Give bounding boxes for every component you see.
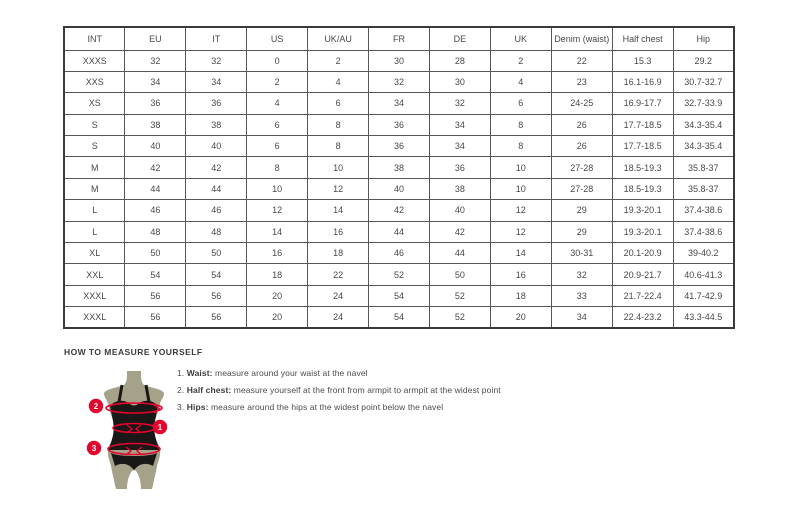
step-description: measure yourself at the front from armpit to armpit at the widest point [233, 385, 501, 396]
column-header: Hip [673, 27, 734, 50]
table-row [64, 243, 734, 264]
step-label: Hips: [186, 402, 209, 413]
table-cell: 27-28 [551, 157, 612, 178]
table-cell: 40.6-41.3 [673, 264, 734, 285]
table-cell: 16 [490, 264, 551, 285]
table-cell: XXXL [64, 307, 125, 328]
table-cell: 35.8-37 [673, 178, 734, 199]
table-cell: 2 [308, 50, 369, 71]
step-number: 3. [177, 402, 185, 413]
table-cell: 4 [490, 71, 551, 92]
table-cell: 36 [125, 93, 186, 114]
table-cell: 35.8-37 [673, 157, 734, 178]
table-cell: 46 [186, 200, 247, 221]
table-cell: 32 [186, 50, 247, 71]
table-cell: 44 [429, 243, 490, 264]
table-cell: 52 [429, 285, 490, 306]
table-cell: 23 [551, 71, 612, 92]
table-row [64, 264, 734, 285]
table-cell: 21.7-22.4 [612, 285, 673, 306]
table-cell: 15.3 [612, 50, 673, 71]
table-cell: 52 [429, 307, 490, 328]
table-cell: 42 [369, 200, 430, 221]
table-cell: 24 [308, 285, 369, 306]
table-row [64, 285, 734, 306]
table-cell: 32 [125, 50, 186, 71]
table-cell: 8 [490, 114, 551, 135]
size-table-body [64, 50, 734, 328]
table-cell: 18.5-19.3 [612, 157, 673, 178]
step-number: 1. [177, 368, 185, 378]
table-cell: 22 [551, 50, 612, 71]
column-header: FR [369, 27, 430, 50]
table-cell: 29.2 [673, 50, 734, 71]
table-cell: 27-28 [551, 178, 612, 199]
table-cell: 17.7-18.5 [612, 114, 673, 135]
table-cell: 37.4-38.6 [673, 200, 734, 221]
table-cell: 41.7-42.9 [673, 285, 734, 306]
table-cell: 52 [369, 264, 430, 285]
table-cell: XXL [64, 264, 125, 285]
table-cell: 50 [186, 243, 247, 264]
size-chart [63, 26, 735, 329]
table-cell: 8 [308, 114, 369, 135]
table-cell: 19.3-20.1 [612, 221, 673, 242]
column-header: EU [125, 27, 186, 50]
table-cell: 54 [369, 285, 430, 306]
table-cell: 2 [247, 71, 308, 92]
table-row [64, 50, 734, 71]
table-cell: 10 [490, 178, 551, 199]
table-cell: 50 [125, 243, 186, 264]
table-cell: 42 [429, 221, 490, 242]
table-cell: M [64, 157, 125, 178]
table-cell: 4 [308, 71, 369, 92]
table-cell: L [64, 221, 125, 242]
table-cell: 42 [186, 157, 247, 178]
table-cell: 34 [551, 307, 612, 328]
table-cell: 18 [490, 285, 551, 306]
table-cell: 0 [247, 50, 308, 71]
table-cell: 19.3-20.1 [612, 200, 673, 221]
table-cell: 6 [247, 114, 308, 135]
table-cell: 6 [490, 93, 551, 114]
table-cell: 44 [125, 178, 186, 199]
table-cell: 32 [369, 71, 430, 92]
table-cell: 56 [125, 285, 186, 306]
table-cell: 40 [369, 178, 430, 199]
step-number: 2. [177, 385, 185, 396]
table-cell: 22 [308, 264, 369, 285]
column-header: Denim (waist) [551, 27, 612, 50]
column-header: Half chest [612, 27, 673, 50]
table-cell: 43.3-44.5 [673, 307, 734, 328]
measure-instructions [177, 365, 501, 417]
table-cell: 18.5-19.3 [612, 178, 673, 199]
table-cell: 36 [369, 136, 430, 157]
table-cell: XXXL [64, 285, 125, 306]
table-cell: 30-31 [551, 243, 612, 264]
column-header: DE [429, 27, 490, 50]
step-description: measure around your waist at the navel [215, 368, 368, 378]
table-cell: 32 [429, 93, 490, 114]
size-table [63, 26, 735, 329]
table-cell: 39-40.2 [673, 243, 734, 264]
step-description: measure around the hips at the widest point below the navel [210, 402, 444, 413]
table-cell: L [64, 200, 125, 221]
table-cell: 12 [490, 200, 551, 221]
table-cell: 12 [247, 200, 308, 221]
table-cell: 56 [125, 307, 186, 328]
table-cell: 36 [369, 114, 430, 135]
table-cell: 24 [308, 307, 369, 328]
table-cell: 18 [308, 243, 369, 264]
table-cell: 34 [125, 71, 186, 92]
table-cell: 10 [247, 178, 308, 199]
table-cell: 32.7-33.9 [673, 93, 734, 114]
column-header: UK/AU [308, 27, 369, 50]
table-cell: 29 [551, 200, 612, 221]
hips-badge-number: 3 [91, 444, 97, 453]
table-cell: 20 [247, 285, 308, 306]
waist-badge-number: 1 [157, 423, 163, 432]
table-cell: 18 [247, 264, 308, 285]
table-cell: 2 [490, 50, 551, 71]
table-cell: 40 [429, 200, 490, 221]
step-label: Waist: [186, 368, 213, 378]
table-cell: 6 [308, 93, 369, 114]
table-cell: 8 [247, 157, 308, 178]
table-row [64, 93, 734, 114]
table-cell: 54 [369, 307, 430, 328]
table-cell: 36 [429, 157, 490, 178]
table-cell: 16.9-17.7 [612, 93, 673, 114]
table-cell: 32 [551, 264, 612, 285]
table-cell: 38 [125, 114, 186, 135]
table-cell: 38 [186, 114, 247, 135]
table-cell: 50 [429, 264, 490, 285]
table-cell: 14 [247, 221, 308, 242]
table-cell: 37.4-38.6 [673, 221, 734, 242]
table-cell: 16.1-16.9 [612, 71, 673, 92]
table-cell: 48 [186, 221, 247, 242]
table-cell: 38 [429, 178, 490, 199]
size-table-header [64, 27, 734, 50]
table-cell: 4 [247, 93, 308, 114]
table-row [64, 114, 734, 135]
chest-badge-number: 2 [93, 402, 99, 411]
table-cell: XXXS [64, 50, 125, 71]
table-row [64, 178, 734, 199]
table-cell: 22.4-23.2 [612, 307, 673, 328]
header-row [64, 27, 734, 50]
table-cell: 6 [247, 136, 308, 157]
table-cell: 34.3-35.4 [673, 114, 734, 135]
table-cell: XS [64, 93, 125, 114]
table-cell: 17.7-18.5 [612, 136, 673, 157]
table-cell: 8 [490, 136, 551, 157]
table-row [64, 157, 734, 178]
table-cell: 10 [490, 157, 551, 178]
table-cell: 42 [125, 157, 186, 178]
table-cell: 20.1-20.9 [612, 243, 673, 264]
table-cell: 40 [125, 136, 186, 157]
table-cell: S [64, 114, 125, 135]
table-cell: 12 [490, 221, 551, 242]
table-cell: 28 [429, 50, 490, 71]
table-cell: XXS [64, 71, 125, 92]
measure-step-half-chest [177, 382, 501, 399]
table-cell: 46 [369, 243, 430, 264]
table-cell: 26 [551, 114, 612, 135]
table-cell: 54 [125, 264, 186, 285]
table-cell: 36 [186, 93, 247, 114]
table-cell: 33 [551, 285, 612, 306]
table-cell: 16 [308, 221, 369, 242]
table-cell: 46 [125, 200, 186, 221]
column-header: UK [490, 27, 551, 50]
table-row [64, 307, 734, 328]
table-cell: 30.7-32.7 [673, 71, 734, 92]
step-label: Half chest: [186, 385, 232, 396]
table-cell: 44 [369, 221, 430, 242]
table-cell: 20 [490, 307, 551, 328]
table-cell: 29 [551, 221, 612, 242]
table-row [64, 200, 734, 221]
table-cell: 10 [308, 157, 369, 178]
table-cell: 56 [186, 307, 247, 328]
table-cell: 38 [369, 157, 430, 178]
measure-section-title: HOW TO MEASURE YOURSELF [64, 347, 203, 357]
table-cell: 54 [186, 264, 247, 285]
table-cell: 34.3-35.4 [673, 136, 734, 157]
table-cell: 14 [490, 243, 551, 264]
table-cell: 20.9-21.7 [612, 264, 673, 285]
table-cell: M [64, 178, 125, 199]
table-cell: XL [64, 243, 125, 264]
table-cell: 20 [247, 307, 308, 328]
table-cell: 30 [369, 50, 430, 71]
table-row [64, 221, 734, 242]
table-cell: 16 [247, 243, 308, 264]
table-row [64, 136, 734, 157]
mannequin-illustration [84, 371, 180, 491]
table-cell: 30 [429, 71, 490, 92]
measure-step-hips [177, 399, 501, 416]
table-cell: 34 [429, 136, 490, 157]
table-cell: 12 [308, 178, 369, 199]
table-row [64, 71, 734, 92]
table-cell: 8 [308, 136, 369, 157]
column-header: INT [64, 27, 125, 50]
table-cell: 40 [186, 136, 247, 157]
table-cell: 34 [369, 93, 430, 114]
table-cell: 56 [186, 285, 247, 306]
table-cell: 26 [551, 136, 612, 157]
column-header: US [247, 27, 308, 50]
table-cell: 34 [429, 114, 490, 135]
table-cell: 24-25 [551, 93, 612, 114]
table-cell: 34 [186, 71, 247, 92]
column-header: IT [186, 27, 247, 50]
table-cell: 14 [308, 200, 369, 221]
table-cell: 44 [186, 178, 247, 199]
table-cell: 48 [125, 221, 186, 242]
measure-step-waist [177, 365, 501, 382]
table-cell: S [64, 136, 125, 157]
